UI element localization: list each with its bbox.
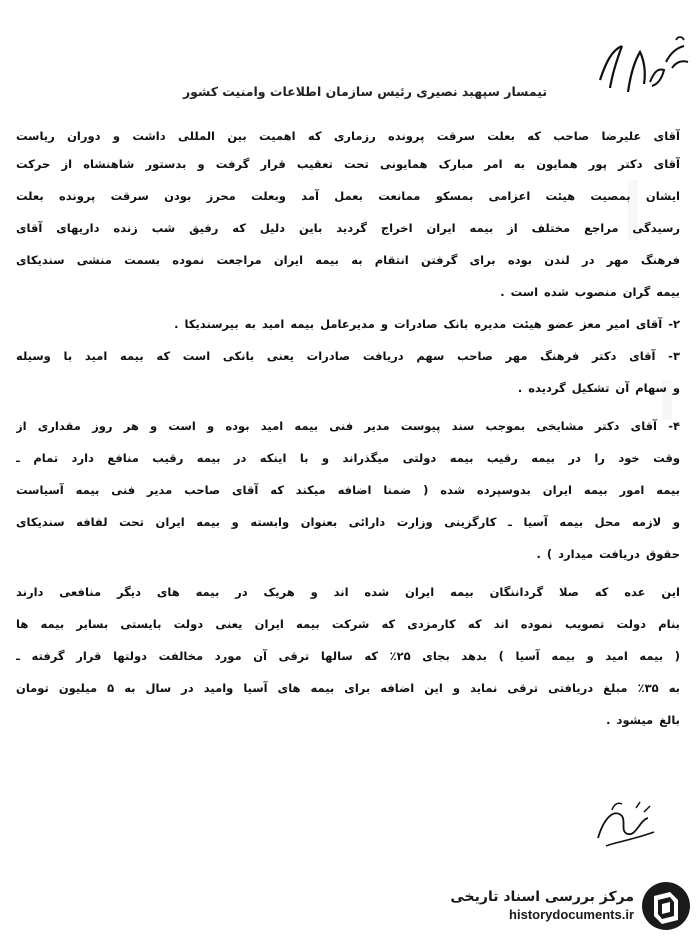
text-line: آقای علیرضا صاحب که بعلت سرقت پرونده رزماری که اهمیت بین المللی داشت و دوران ریاست <box>16 129 680 143</box>
text-line: وقت خود را در بیمه رقیب بیمه دولتی میگذراند و با اینکه در بیمه رقیب منافع دارد تمام ـ <box>16 451 680 465</box>
text-line: و سهام آن تشکیل گردیده . <box>517 381 680 395</box>
handwritten-margin-note <box>592 32 692 102</box>
handwritten-signature <box>592 798 662 853</box>
text-line: فرهنگ مهر در لندن بوده برای گرفتن انتقام به بیمه ایران مراجعت نموده بسمت منشی سندیکای <box>16 253 680 267</box>
watermark-title: مرکز بررسی اسناد تاریخی <box>450 889 634 905</box>
text-line: حقوق دریافت میدارد ) . <box>536 547 680 561</box>
text-line: و لازمه محل بیمه آسیا ـ کارگزینی وزارت دارائی بعنوان وابسته و بیمه ایران تحت لفافه سندیکای <box>16 515 680 529</box>
text-line: ۴- آقای دکتر مشایخی بموجب سند پیوست مدیر فنی بیمه امید بوده و است و هر روز مقداری از <box>16 419 680 433</box>
document-body <box>16 122 680 734</box>
text-line: ( بیمه امید و بیمه آسیا ) بدهد بجای ۲۵٪ که سالها ترقی آن مورد مخالفت دولتها قرار گرفته ـ <box>16 649 680 663</box>
text-line: ایشان بمصیت هیئت اعزامی بمسکو ممانعت بعمل آمد وبعلت محرز بودن سرقت پرونده بعلت <box>16 189 680 203</box>
text-line: ۲- آقای امیر معز عضو هیئت مدیره بانک صادرات و مدیرعامل بیمه امید به بیرسندیکا . <box>174 317 680 331</box>
handwriting-icon <box>592 32 692 102</box>
text-line: رسیدگی مراجع مختلف از بیمه ایران اخراج گردید باین دلیل که رفیق شب زنده داریهای آقای <box>16 221 680 235</box>
text-line: آقای دکتر پور همایون به امر مبارک همایونی تحت تعقیب قرار گرفت و بدستور شاهنشاه از حرکت <box>16 157 680 171</box>
text-line: ۳- آقای دکتر فرهنگ مهر صاحب سهم دریافت صادرات یعنی بانکی است که بیمه امید با وسیله <box>16 349 680 363</box>
archive-watermark <box>410 878 692 934</box>
signature-icon <box>592 798 662 853</box>
text-line: بالغ میشود . <box>606 713 680 727</box>
text-line: بیمه امور بیمه ایران بدوسپرده شده ( ضمنا اضافه میکند که آقای صاحب مدیر فنی بیمه آسیاست <box>16 483 680 497</box>
text-line: بنام دولت تصویب نموده اند که کارمزدی که شرکت بیمه ایران یعنی دولت بایستی بسایر بیمه ها <box>16 617 680 631</box>
text-line: بیمه گران منصوب شده است . <box>500 285 680 299</box>
archive-logo-icon <box>640 880 692 932</box>
text-line: به ۳۵٪ مبلغ دریافتی ترقی نماید و این اضافه برای بیمه های آسیا وامید در سال به ۵ میلیون تومان <box>16 681 680 695</box>
document-heading: تیمسار سپهبد نصیری رئیس سازمان اطلاعات وامنیت کشور <box>182 84 548 99</box>
watermark-url: historydocuments.ir <box>509 907 634 922</box>
watermark-text <box>450 888 634 924</box>
text-line: این عده که صلا گرداننگان بیمه ایران شده اند و هریک در بیمه های دیگر منافعی دارند <box>16 585 680 599</box>
